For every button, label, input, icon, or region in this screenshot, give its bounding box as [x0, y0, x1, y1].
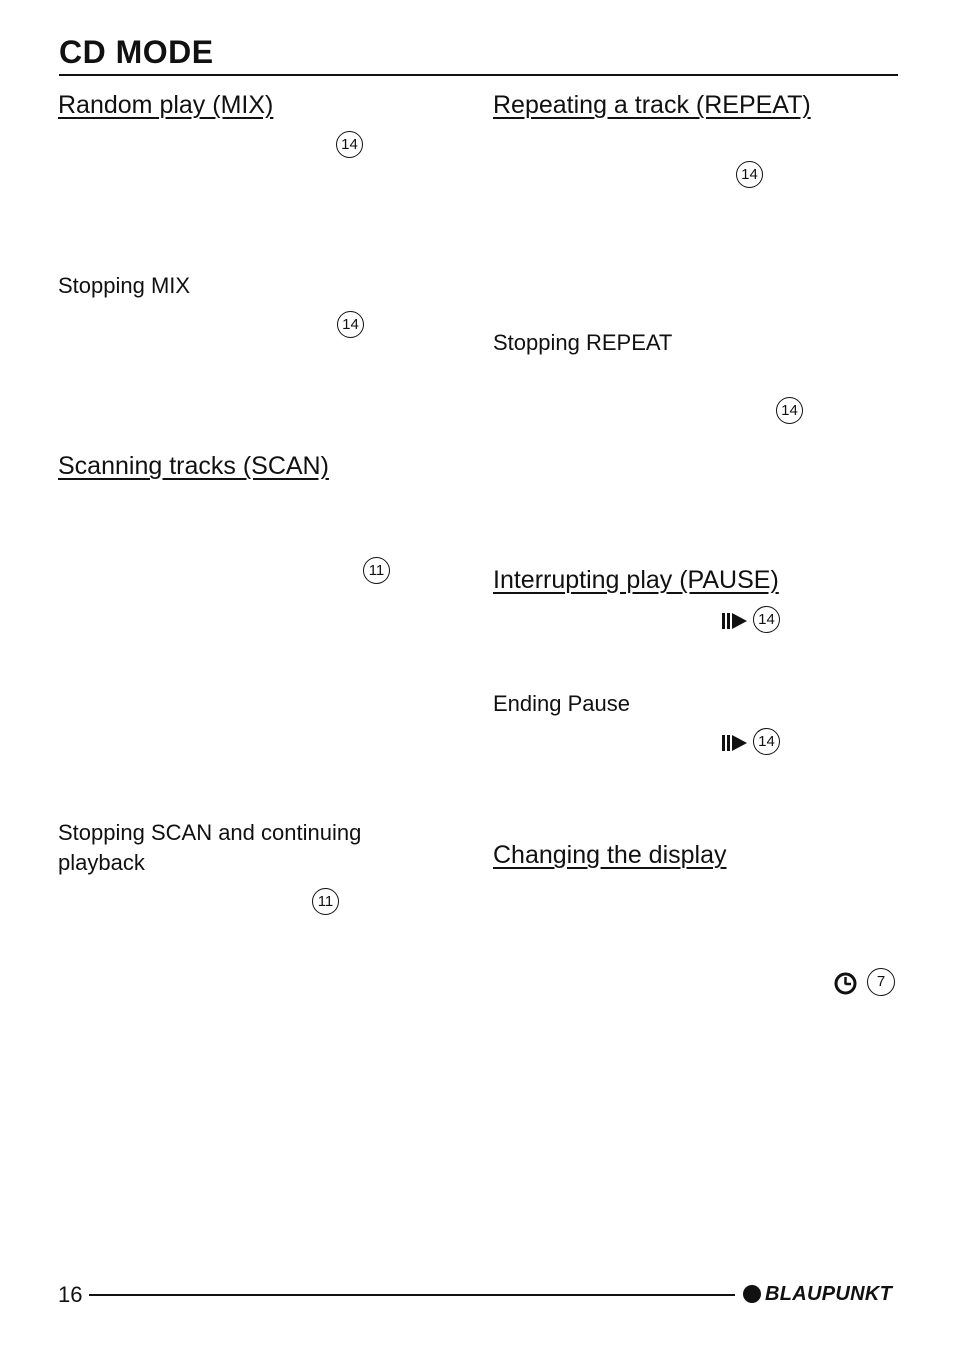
key-14-icon: 14	[776, 397, 803, 424]
clock-icon	[834, 972, 857, 995]
pause-play-icon	[722, 612, 748, 630]
blaupunkt-dot-icon	[743, 1285, 761, 1303]
heading-stopping-scan-line2: playback	[58, 850, 145, 875]
heading-changing-display: Changing the display	[493, 841, 727, 869]
brand-name: BLAUPUNKT	[765, 1283, 893, 1305]
heading-random-play: Random play (MIX)	[58, 91, 274, 119]
page-title: CD MODE	[59, 34, 214, 70]
key-14-icon: 14	[337, 311, 364, 338]
key-14-icon: 14	[753, 728, 780, 755]
page-number: 16	[58, 1282, 83, 1307]
heading-stopping-scan-line1: Stopping SCAN and continuing	[58, 820, 362, 845]
heading-repeating-track: Repeating a track (REPEAT)	[493, 91, 811, 119]
brand-logo	[743, 1282, 892, 1306]
pause-play-icon	[722, 734, 748, 752]
key-14-icon: 14	[336, 131, 363, 158]
key-7-icon: 7	[867, 968, 895, 996]
key-14-icon: 14	[753, 606, 780, 633]
title-divider	[59, 74, 898, 76]
heading-stopping-repeat: Stopping REPEAT	[493, 330, 673, 355]
heading-interrupting-play: Interrupting play (PAUSE)	[493, 566, 779, 594]
key-14-icon: 14	[736, 161, 763, 188]
key-11-icon: 11	[363, 557, 390, 584]
heading-stopping-mix: Stopping MIX	[58, 273, 191, 298]
footer-divider	[89, 1294, 735, 1296]
heading-scanning-tracks: Scanning tracks (SCAN)	[58, 452, 329, 480]
key-11-icon: 11	[312, 888, 339, 915]
heading-ending-pause: Ending Pause	[493, 691, 630, 716]
